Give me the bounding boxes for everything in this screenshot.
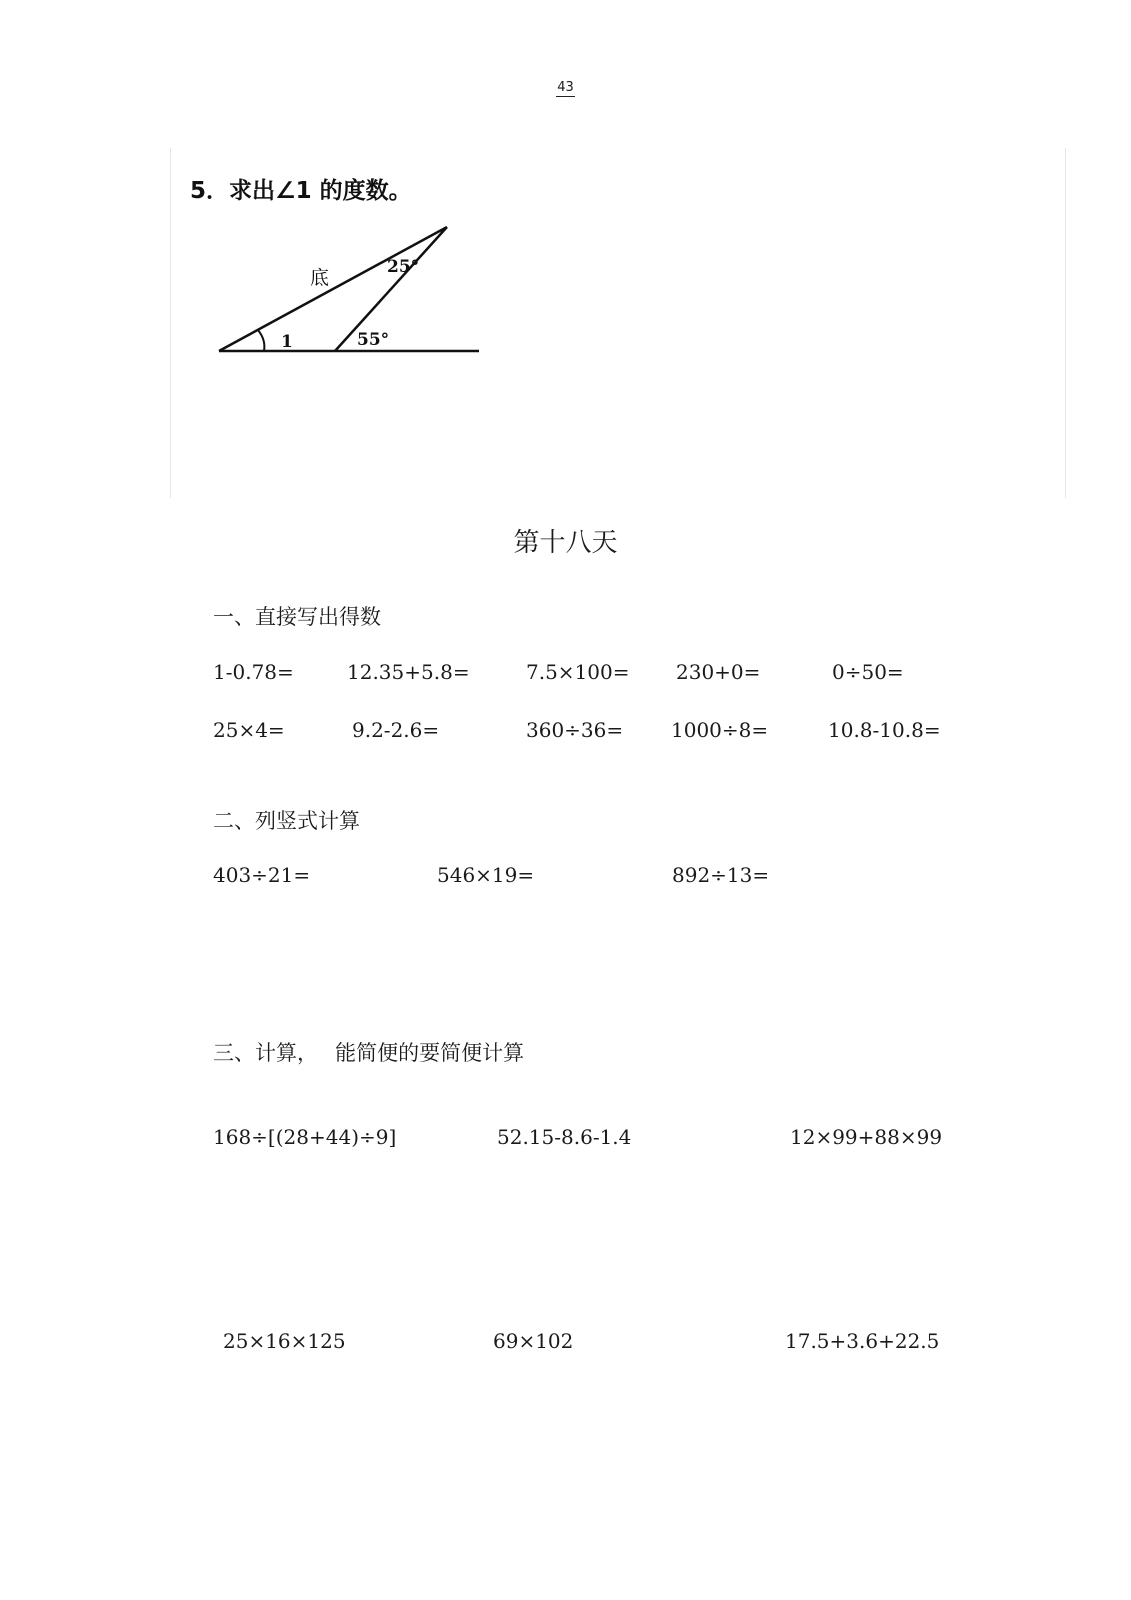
side-left: [219, 227, 447, 351]
label-angle-top: 25°: [387, 257, 420, 277]
day-title: 第十八天: [513, 528, 618, 558]
expression: 12.35+5.8=: [347, 660, 470, 684]
expression: 230+0=: [676, 660, 761, 684]
section-1-heading: 一、直接写出得数: [213, 605, 381, 629]
section-2-heading: 二、列竖式计算: [213, 809, 360, 833]
expression: 360÷36=: [526, 718, 624, 742]
expression: 52.15-8.6-1.4: [497, 1125, 632, 1149]
page-number: 43: [557, 80, 574, 95]
expression: 546×19=: [437, 863, 535, 887]
expression: 7.5×100=: [526, 660, 630, 684]
expression: 168÷[(28+44)÷9]: [213, 1125, 397, 1149]
section-3-heading: 三、计算， 能简便的要简便计算: [213, 1041, 525, 1065]
expression: 9.2-2.6=: [352, 718, 440, 742]
expression: 10.8-10.8=: [828, 718, 941, 742]
triangle-diagram: [0, 0, 1131, 520]
expression: 0÷50=: [832, 660, 904, 684]
expression: 25×4=: [213, 718, 285, 742]
expression: 1000÷8=: [671, 718, 769, 742]
expression: 403÷21=: [213, 863, 311, 887]
label-angle-one: 1: [281, 332, 293, 352]
expression: 1-0.78=: [213, 660, 294, 684]
expression: 17.5+3.6+22.5: [785, 1329, 940, 1353]
side-right: [335, 227, 447, 351]
angle-one-arc: [258, 330, 264, 351]
expression: 12×99+88×99: [790, 1125, 943, 1149]
label-angle-ext: 55°: [357, 330, 390, 350]
expression: 892÷13=: [672, 863, 770, 887]
label-side: 底: [310, 267, 330, 289]
expression: 69×102: [493, 1329, 574, 1353]
problem-title: 5．求出∠1 的度数。: [190, 178, 412, 204]
expression: 25×16×125: [223, 1329, 346, 1353]
